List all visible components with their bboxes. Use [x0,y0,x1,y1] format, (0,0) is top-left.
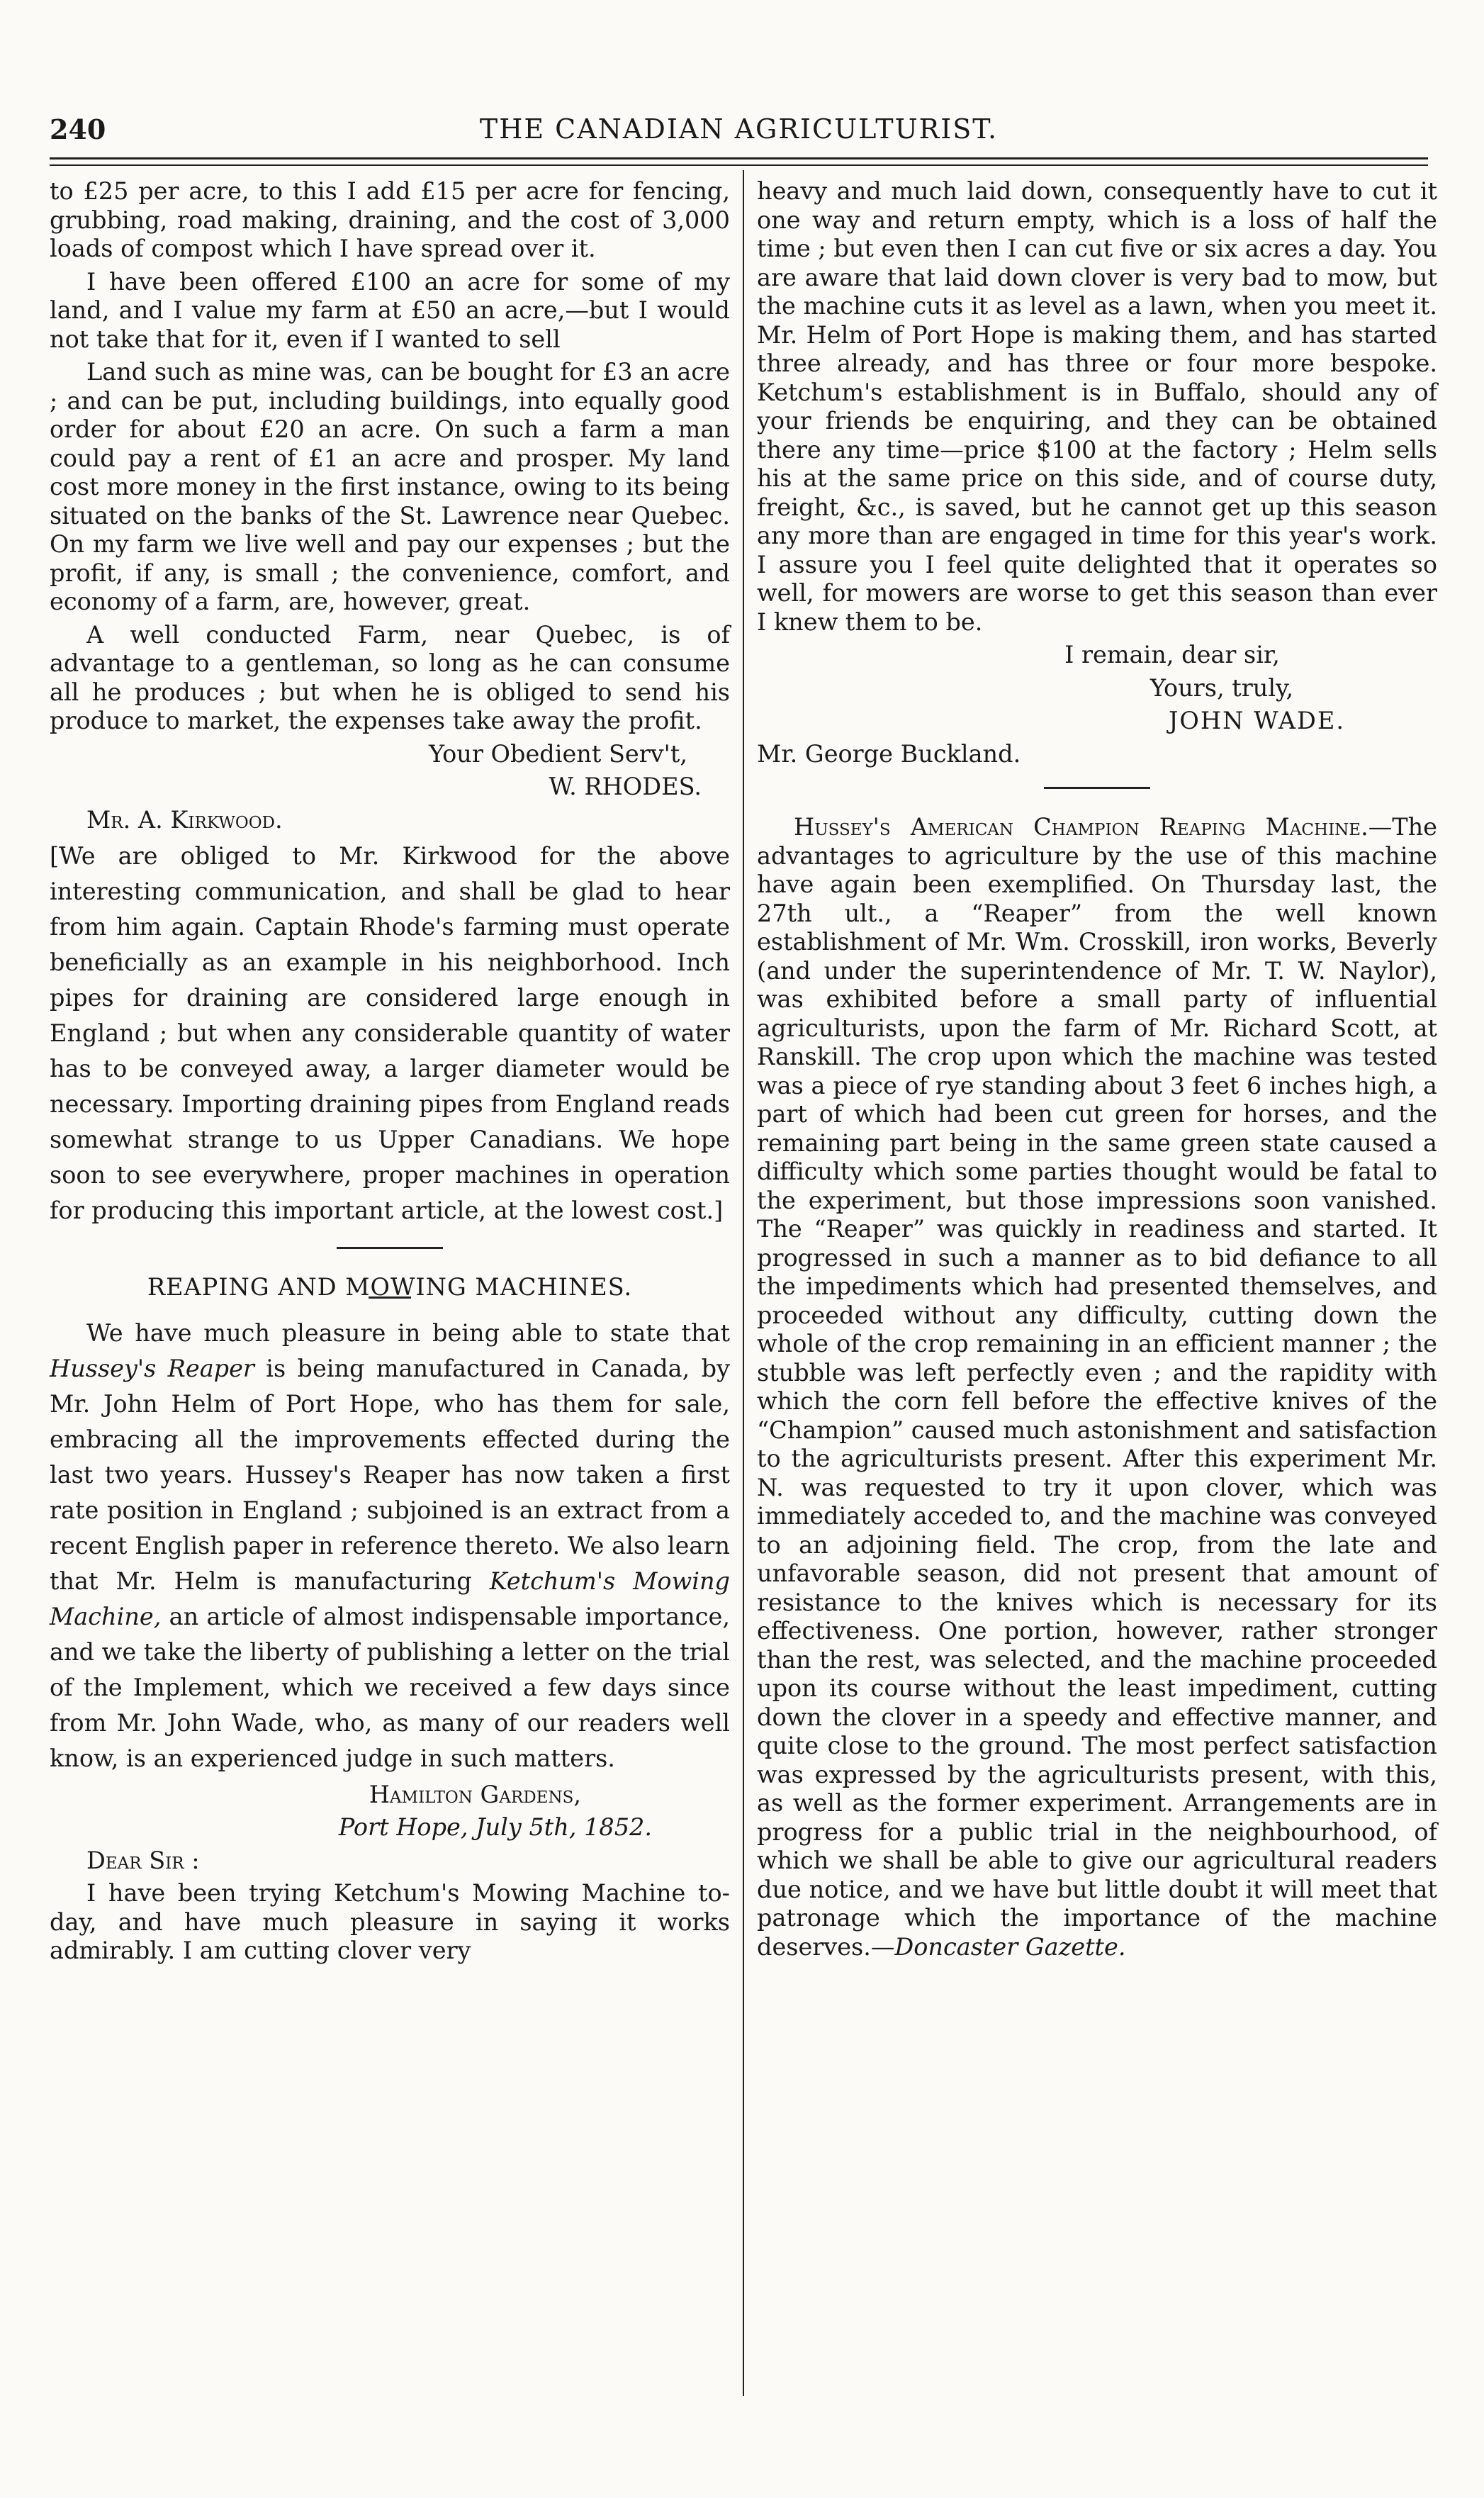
paragraph: I have been trying Ketchum's Mowing Machine to-day, and have much pleasure in saying it works admirably. I am cutting clover very [50,1879,730,1964]
left-column [50,177,730,1970]
header-rule-thin [50,164,1428,166]
emphasis: Hussey's Reaper [50,1354,254,1382]
emphasis: Ketchum's Mowing Machine, [50,1567,730,1630]
letter-signoff: Your Obedient Serv't, [428,739,687,768]
article-body [757,813,1437,1961]
column-divider [743,170,744,2396]
running-title: THE CANADIAN AGRICULTURIST. [479,113,999,145]
page-header [50,106,1428,156]
letter-addressee: Mr. A. Kirkwood. [86,805,283,834]
section-title: REAPING AND MOWING MACHINES. [147,1273,633,1301]
paragraph: Land such as mine was, can be bought for £3 an acre ; and can be put, including buildings, into equally good order for about £20 an acre. On such a farm a man could pay a rent of £1 an acre and prosper. My land cost more money in the first instance, owing to its being situated on the banks of the St. Lawrence near Quebec. On my farm we live well and pay our expenses ; but the profit, if any, is small ; the convenience, comfort, and economy of a farm, are, however, great. [50,358,730,615]
article-intro [50,1316,730,1776]
section-divider [337,1247,443,1249]
paragraph: heavy and much laid down, consequently have to cut it one way and return empty, which is a loss of half the time ; but even then I can cut five or six acres a day. You are aware that laid down clover is very bad to mow, but the machine cuts it as level as a lawn, when you meet it. Mr. Helm of Port Hope is making them, and has started three already, and has three or four more bespoke. Ketchum's establishment is in Buffalo, should any of your friends be enquiring, and they can be obtained there any time—price $100 at the factory ; Helm sells his at the same price on this side, and of course duty, freight, &c., is saved, but he cannot get up this season any more than are engaged in time for this year's work. I assure you I feel quite delighted that it operates so well, for mowers are worse to get this season than ever I knew them to be. [757,177,1437,636]
paragraph: to £25 per acre, to this I add £15 per acre for fencing, grubbing, road making, draining, and the cost of 3,000 loads of compost which I have spread over it. [50,177,730,262]
article-source: Doncaster Gazette. [894,1932,1126,1961]
letter-addressee: Mr. George Buckland. [757,739,1021,768]
article-title: Hussey's American Champion Reaping Machine. [794,813,1368,841]
text-run: is being manufactured in Canada, by Mr. John Helm of Port Hope, who has them for sale, embracing all the improvements effected during the last two years. Hussey's Reaper has now taken a first rate position in England ; subjoined is an extract from a recent English paper in reference thereto. We also learn that Mr. Helm is manufacturing [50,1354,730,1595]
right-column [757,177,1437,1966]
letter-date: Port Hope, July 5th, 1852. [338,1813,652,1841]
letter-closing: Yours, truly, [1149,673,1294,702]
paragraph: A well conducted Farm, near Quebec, is of advantage to a gentleman, so long as he can consume all he produces ; but when he is obliged to send his produce to market, the expenses take away the profit. [50,620,730,734]
letter-closing: I remain, dear sir, [1064,641,1280,668]
section-divider [1044,787,1150,789]
letter-signature: JOHN WADE. [1169,707,1345,734]
header-rule [50,157,1428,159]
editor-note: [We are obliged to Mr. Kirkwood for the above interesting communication, and shall be glad to hear from him again. Captain Rhode's farming must operate beneficially as an example in his neighborhood. Inch pipes for draining are considered large enough in England ; but when any considerable quantity of water has to be conveyed away, a larger diameter would be necessary. Importing draining pipes from England reads somewhat strange to us Upper Canadians. We hope soon to see everywhere, proper machines in operation for producing this important article, at the lowest cost.] [50,842,730,1224]
text-run: We have much pleasure in being able to state that [86,1318,730,1347]
paragraph: I have been offered £100 an acre for some of my land, and I value my farm at £50 an acre,—but I would not take that for it, even if I wanted to sell [50,267,730,353]
letter-place: Hamilton Gardens, [369,1780,581,1808]
letter-signature: W. RHODES. [549,773,702,800]
text-run: —The advantages to agriculture by the use of this machine have again been exemplified. On Thursday last, the 27th ult., a “Reaper” from the well known establishment of Mr. Wm. Crosskill, iron works, Beverly (and under the superintendence of Mr. T. W. Naylor), was exhibited before a small party of influential agriculturists, upon the farm of Mr. Richard Scott, at Ranskill. The crop upon which the machine was tested was a piece of rye standing about 3 feet 6 inches high, a part of which had been cut green for horses, and the remaining part being in the same green state caused a difficulty which some parties thought would be fatal to the experiment, but those impressions soon vanished. The “Reaper” was quickly in readiness and started. It progressed in such a manner as to bid defiance to all the impediments which had presented themselves, and proceeded without any difficulty, cutting down the whole of the crop remaining in an efficient manner ; the stubble was left perfectly even ; and the rapidity with which the corn fell before the effective knives of the “Champion” caused much astonishment and satisfaction to the agriculturists present. After this experiment Mr. N. was requested to try it upon clover, which was immediately acceded to, and the machine was conveyed to an adjoining field. The crop, from the late and unfavorable season, did not present that amount of resistance to the knives which is necessary for its effectiveness. One portion, however, rather stronger than the rest, was selected, and the machine proceeded upon its course without the least impediment, cutting down the clover in a speedy and effective manner, and quite close to the ground. The most perfect satisfaction was expressed by the agriculturists present, with this, as well as the former experiment. Arrangements are in progress for a public trial in the neighbourhood, of which we shall be able to give our agricultural readers due notice, and we have but little doubt it will meet that patronage which the importance of the machine deserves.— [757,813,1437,1961]
letter-salutation: Dear Sir : [86,1846,200,1874]
text-run: an article of almost indispensable importance, and we take the liberty of publishing a letter on the trial of the Implement, which we received a few days since from Mr. John Wade, who, as many of our readers well know, is an experienced judge in such matters. [50,1602,730,1772]
page-number: 240 [50,113,106,145]
